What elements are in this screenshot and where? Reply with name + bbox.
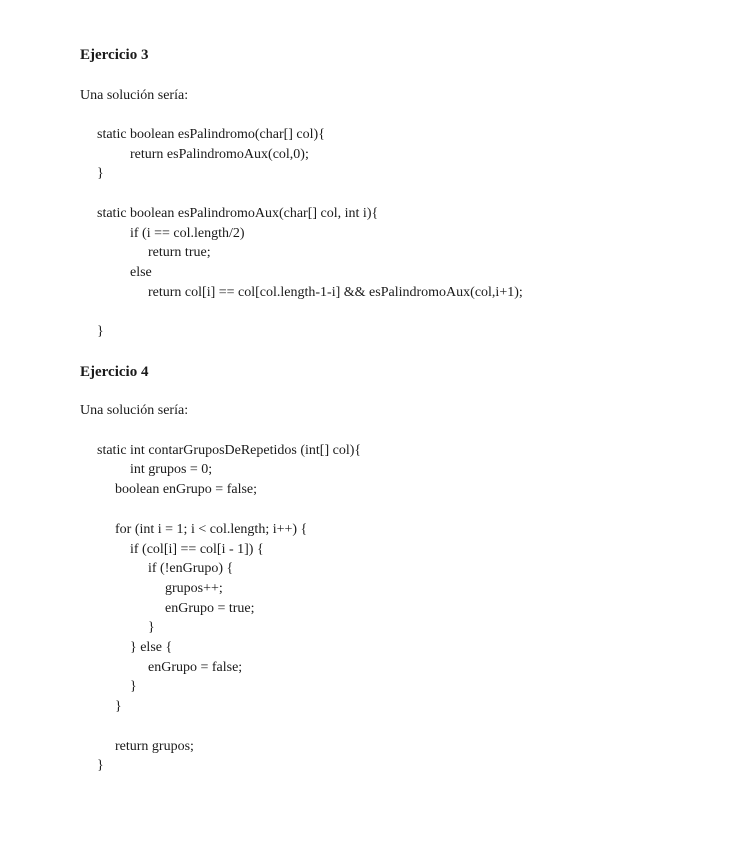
code-line: if (!enGrupo) { — [148, 561, 234, 576]
exercise-4-heading: Ejercicio 4 — [80, 364, 149, 380]
exercise-4-intro: Una solución sería: — [80, 403, 189, 418]
code-line: static boolean esPalindromo(char[] col){ — [97, 127, 325, 142]
code-line: static boolean esPalindromoAux(char[] col, int i){ — [97, 206, 379, 221]
code-line: } — [130, 679, 137, 694]
code-line: for (int i = 1; i < col.length; i++) { — [115, 522, 308, 537]
code-line: } — [115, 699, 122, 714]
code-line: } — [148, 620, 155, 635]
code-line: } — [97, 758, 104, 773]
code-line: if (col[i] == col[i - 1]) { — [130, 542, 264, 557]
code-line: enGrupo = true; — [165, 601, 255, 616]
code-line: enGrupo = false; — [148, 660, 243, 675]
code-line: return esPalindromoAux(col,0); — [130, 147, 309, 162]
code-line: grupos++; — [165, 581, 223, 596]
code-line: else — [130, 265, 152, 280]
code-line: static int contarGruposDeRepetidos (int[] col){ — [97, 443, 362, 458]
code-line: return grupos; — [115, 739, 194, 754]
code-line: boolean enGrupo = false; — [115, 482, 258, 497]
code-line: } else { — [130, 640, 173, 655]
code-line: return true; — [148, 245, 211, 260]
exercise-3-heading: Ejercicio 3 — [80, 47, 149, 63]
code-line: return col[i] == col[col.length-1-i] && esPalindromoAux(col,i+1); — [148, 285, 523, 300]
code-line: } — [97, 166, 104, 181]
code-line: } — [97, 324, 104, 339]
exercise-3-intro: Una solución sería: — [80, 88, 189, 103]
code-line: if (i == col.length/2) — [130, 226, 245, 241]
code-line: int grupos = 0; — [130, 462, 213, 477]
